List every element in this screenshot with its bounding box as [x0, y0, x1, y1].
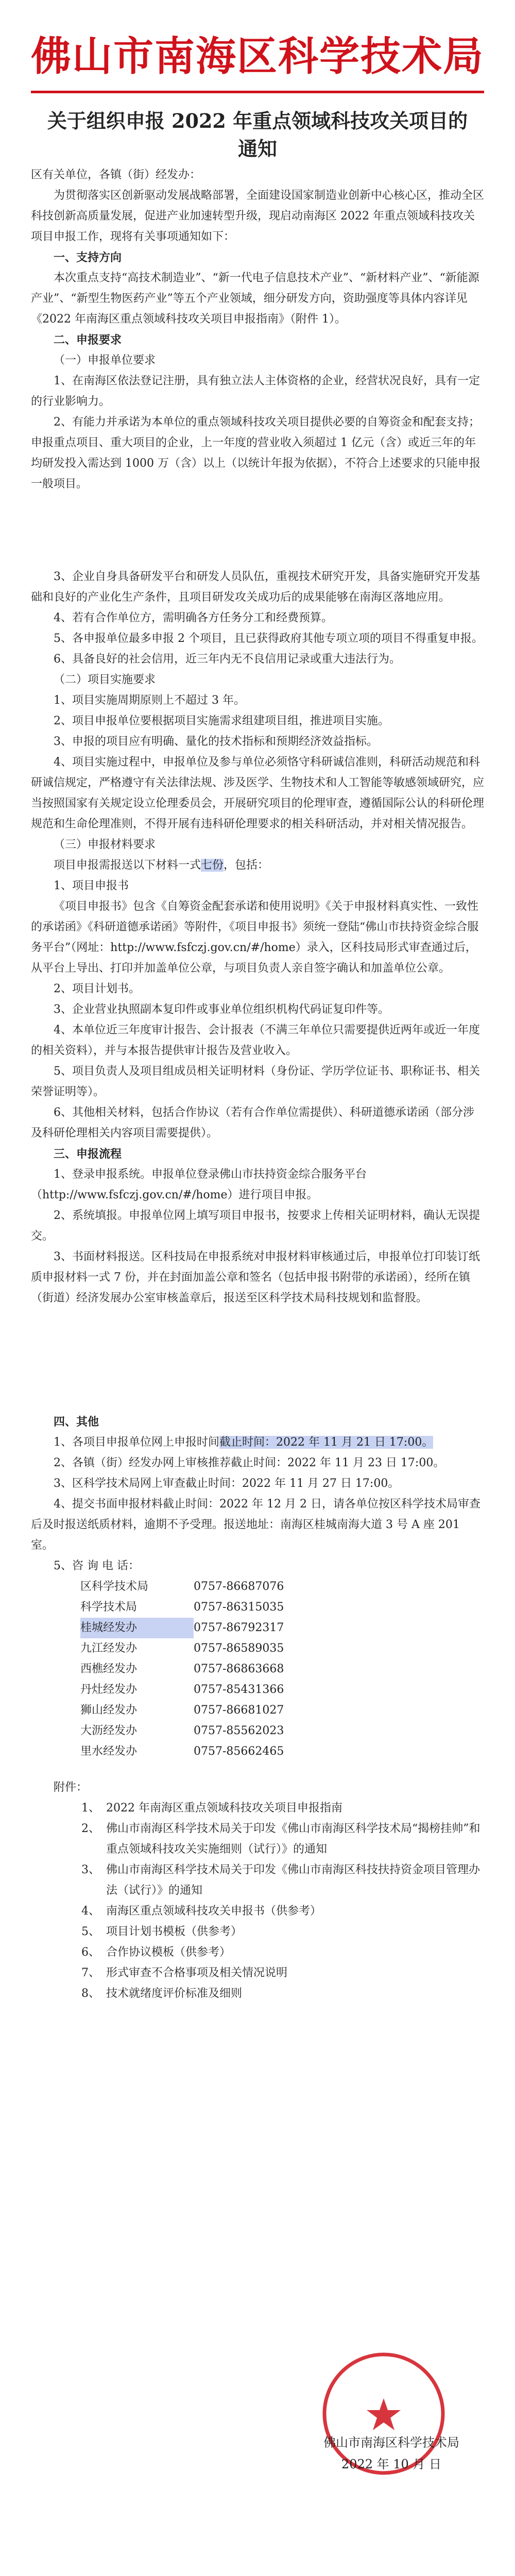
attachment-title: 佛山市南海区科学技术局关于印发《佛山市南海区科技扶持资金项目管理办法（试行）》的通知	[106, 1863, 480, 1897]
document-title	[31, 107, 484, 163]
requirement-item: 3、企业自身具备研发平台和研发人员队伍，重视技术研究开发，具备实施研究开发基础和良好的产业化生产条件，且项目研发攻关成功后的成果能够在南海区落地应用。	[31, 570, 480, 604]
contact-name: 西樵经发办	[80, 1663, 138, 1675]
section-3-heading: 三、申报流程	[54, 1147, 122, 1161]
attachment-item	[64, 1819, 484, 1860]
attachments-label: 附件：	[54, 1781, 88, 1794]
contact-name: 科学技术局	[80, 1601, 138, 1614]
contact-name: 里水经发办	[80, 1745, 138, 1758]
attachment-title: 南海区重点领域科技攻关申报书（供参考）	[106, 1905, 322, 1918]
subsection-applicant-requirements: （一）申报单位要求	[54, 354, 156, 367]
requirement-item: 6、具备良好的社会信用，近三年内无不良信用记录或重大违法行为。	[54, 653, 401, 666]
deadline-item	[31, 1432, 484, 1453]
attachment-item	[64, 1798, 484, 1819]
contact-phone: 0757-86589035	[194, 1642, 284, 1655]
contact-list	[80, 1577, 484, 1762]
signoff-date: 2022 年 10 月 日	[341, 2457, 442, 2471]
deadline-item: 4、提交书面申报材料截止时间：2022 年 12 月 2 日，请各单位按区科学技术局审查后及时报送纸质材料，逾期不予受理。报送地址：南海区桂城南海大道 3 号 A 座 201 室。	[31, 1498, 480, 1552]
implementation-item: 1、项目实施周期原则上不超过 3 年。	[54, 694, 245, 707]
attachment-item	[64, 1922, 484, 1942]
attachment-item	[64, 1984, 484, 2004]
contact-phone: 0757-85662465	[194, 1745, 284, 1758]
attachment-number: 6、	[81, 1946, 100, 1959]
deadline-item: 3、区科学技术局网上审查截止时间：2022 年 11 月 27 日 17:00。	[54, 1477, 400, 1490]
contact-row	[80, 1680, 484, 1700]
contact-name: 狮山经发办	[80, 1704, 138, 1717]
attachment-title: 技术就绪度评价标准及细则	[106, 1987, 243, 2000]
implementation-item: 4、项目实施过程中，申报单位及参与单位必须恪守科研诚信准则，科研活动规范和科研诚信规定，严格遵守有关法律法规、涉及医学、生物技术和人工智能等敏感领域研究，应当按照国家有关规定设立伦理委员会，开展研究项目的伦理审查，遵循国际公认的科研伦理规范和生命伦理准则，不得开展有违科研伦理要求的相关科研活动，并对相关情况报告。	[31, 756, 485, 831]
deadline-highlight: 截止时间：2022 年 11 月 21 日 17:00。	[219, 1436, 434, 1449]
implementation-item: 2、项目申报单位要根据项目实施需求组建项目组，推进项目实施。	[54, 715, 389, 727]
attachment-number: 4、	[81, 1905, 100, 1918]
material-item: 2、项目计划书。	[54, 982, 140, 995]
spacer	[31, 1762, 484, 1777]
contact-heading: 5、咨 询 电 话：	[54, 1560, 140, 1572]
attachment-title: 佛山市南海区科学技术局关于印发《佛山市南海区科学技术局“揭榜挂帅”和重点领域科技攻关实施细则（试行）》的通知	[106, 1822, 480, 1856]
requirement-item: 5、各申报单位最多申报 2 个项目，且已获得政府其他专项立项的项目不得重复申报。	[54, 632, 483, 645]
subsection-materials-requirements: （三）申报材料要求	[54, 838, 156, 851]
letterhead-red-rule	[31, 91, 484, 93]
material-item: 1、项目申报书	[54, 879, 129, 892]
page-gap	[31, 1309, 484, 1412]
letterhead-org-name: 佛山市南海区科学技术局	[31, 33, 485, 80]
attachment-number: 1、	[81, 1802, 100, 1815]
contact-row	[80, 1659, 484, 1680]
section-2-heading: 二、申报要求	[54, 333, 122, 347]
contact-name: 九江经发办	[80, 1642, 138, 1655]
contact-name: 大沥经发办	[80, 1724, 138, 1737]
contact-row	[80, 1597, 484, 1618]
contact-phone: 0757-86863668	[194, 1663, 284, 1675]
attachment-item	[64, 1963, 484, 1984]
contact-phone: 0757-86681027	[194, 1704, 284, 1717]
section-4-heading: 四、其他	[54, 1415, 99, 1429]
attachment-title: 项目计划书模板（供参考）	[106, 1925, 243, 1938]
contact-phone: 0757-85562023	[194, 1724, 284, 1737]
process-item: 2、系统填报。申报单位网上填写项目申报书，按要求上传相关证明材料，确认无误提交。	[31, 1209, 480, 1243]
material-item: 6、其他相关材料，包括合作协议（若有合作单位需提供）、科研道德承诺函（部分涉及科研伦理相关内容项目需要提供）。	[31, 1106, 474, 1140]
material-item-detail: 《项目申报书》包含《自筹资金配套承诺和使用说明》《关于申报材料真实性、一致性的承诺函》《科研道德承诺函》等附件，《项目申报书》须统一登陆“佛山市扶持资金综合服务平台”（网址：http://www.fsfczj.gov.cn/#/home）录入，区科技局形式审查通过后，从平台上导出、打印并加盖单位公章，与项目负责人亲自签字确认和加盖单位公章。	[31, 900, 479, 975]
section-1-paragraph: 本次重点支持“高技术制造业”、“新一代电子信息技术产业”、“新材料产业”、“新能源产业”、“新型生物医药产业”等五个产业领域，细分研发方向，资助强度等具体内容详见《2022 年南海区重点领域科技攻关项目申报指南》（附件 1）。	[31, 272, 479, 326]
attachment-item	[64, 1901, 484, 1922]
implementation-item: 3、申报的项目应有明确、量化的技术指标和预期经济效益指标。	[54, 735, 378, 748]
contact-row	[80, 1700, 484, 1721]
salutation: 区有关单位，各镇（街）经发办：	[31, 168, 201, 181]
attachment-item	[64, 1942, 484, 1963]
contact-phone: 0757-86792317	[194, 1621, 284, 1634]
signoff-block	[288, 2432, 494, 2475]
material-item: 5、项目负责人及项目组成员相关证明材料（身份证、学历学位证书、职称证书、相关荣誉证明等）。	[31, 1065, 480, 1098]
letterhead	[31, 31, 484, 82]
title-line-2: 通知	[237, 137, 277, 160]
requirement-item: 1、在南海区依法登记注册，具有独立法人主体资格的企业，经营状况良好，具有一定的行业影响力。	[31, 375, 480, 408]
material-item: 3、企业营业执照副本复印件或事业单位组织机构代码证复印件等。	[54, 1003, 389, 1016]
contact-row	[80, 1577, 484, 1597]
contact-name: 桂城经发办	[80, 1618, 194, 1638]
contact-row	[80, 1721, 484, 1741]
attachment-number: 3、	[81, 1863, 100, 1876]
deadline-item: 2、各镇（街）经发办网上审核推荐截止时间：2022 年 11 月 23 日 17:00。	[54, 1456, 445, 1469]
attachment-list	[64, 1798, 484, 2004]
contact-row	[80, 1741, 484, 1762]
signoff-org: 佛山市南海区科学技术局	[323, 2435, 459, 2450]
requirement-item: 4、若有合作单位方，需明确各方任务分工和经费预算。	[54, 612, 333, 624]
section-1-heading: 一、支持方向	[54, 251, 122, 264]
attachment-item	[64, 1860, 484, 1901]
attachment-title: 形式审查不合格事项及相关情况说明	[106, 1967, 288, 1979]
contact-phone: 0757-86315035	[194, 1601, 284, 1614]
contact-name: 丹灶经发办	[80, 1683, 138, 1696]
requirement-item: 2、有能力并承诺为本单位的重点领域科技攻关项目提供必要的自筹资金和配套支持；申报重点项目、重大项目的企业，上一年度的营业收入须超过 1 亿元（含）或近三年的年均研发投入需达到 1000 万（含）以上（以统计年报为依据），不符合上述要求的只能申报一般项目。	[31, 416, 480, 490]
title-line-1: 关于组织申报 2022 年重点领域科技攻关项目的	[47, 109, 468, 132]
contact-name: 区科学技术局	[80, 1580, 149, 1593]
attachment-number: 5、	[81, 1925, 100, 1938]
attachment-number: 2、	[81, 1822, 100, 1835]
material-item: 4、本单位近三年度审计报告、会计报表（不满三年单位只需要提供近两年或近一年度的相关资料），并与本报告提供审计报告及营业收入。	[31, 1024, 480, 1057]
contact-row	[80, 1618, 484, 1638]
attachment-title: 合作协议模板（供参考）	[106, 1946, 231, 1959]
contact-phone: 0757-85431366	[194, 1683, 284, 1696]
attachment-number: 7、	[81, 1967, 100, 1979]
contact-row	[80, 1638, 484, 1659]
materials-intro: 项目申报需报送以下材料一式七份，包括：	[54, 859, 269, 872]
process-item: 1、登录申报系统。申报单位登录佛山市扶持资金综合服务平台（http://www.fsfczj.gov.cn/#/home）进行项目申报。	[31, 1168, 367, 1201]
subsection-implementation-requirements: （二）项目实施要求	[54, 673, 156, 686]
deadline-label: 1、各项目申报单位网上申报时间	[54, 1436, 219, 1449]
intro-paragraph: 为贯彻落实区创新驱动发展战略部署，全面建设国家制造业创新中心核心区，推动全区科技创新高质量发展，促进产业加速转型升级，现启动南海区 2022 年重点领域科技攻关项目申报工作，现将有关事项通知如下：	[31, 189, 485, 243]
process-item: 3、书面材料报送。区科技局在申报系统对申报材料审核通过后，申报单位打印装订纸质申报材料一式 7 份，并在封面加盖公章和签名（包括申报书附带的承诺函），经所在镇（街道）经济发展办公室审核盖章后，报送至区科学技术局科技规划和监督股。	[31, 1250, 480, 1304]
document-body	[31, 165, 484, 2004]
contact-phone: 0757-86687076	[194, 1580, 284, 1593]
page-gap	[31, 495, 484, 567]
attachment-number: 8、	[81, 1987, 100, 2000]
attachment-title: 2022 年南海区重点领域科技攻关项目申报指南	[106, 1802, 342, 1815]
materials-count-highlight: 七份	[201, 859, 224, 872]
